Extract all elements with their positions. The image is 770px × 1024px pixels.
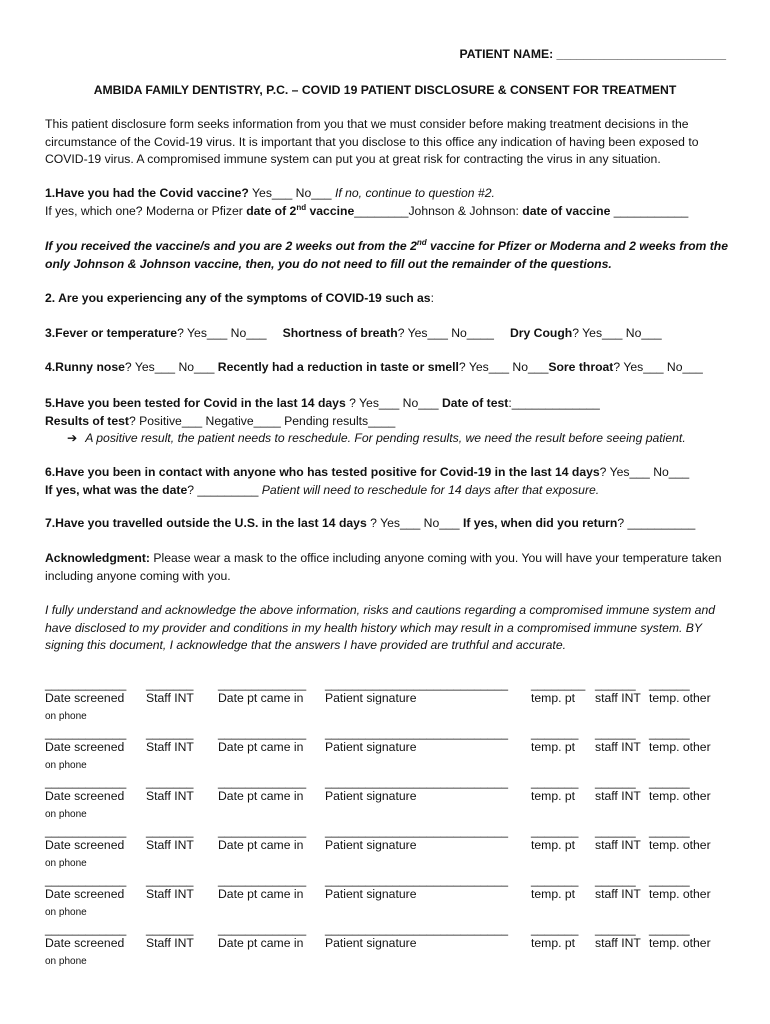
question-1 (45, 185, 735, 220)
temp-line[interactable]: _______ (531, 873, 579, 887)
date-label: Date screened (45, 887, 125, 901)
staff-label: Staff INT (146, 691, 194, 705)
date-label: Date screened (45, 936, 125, 950)
sig-label: Patient signature (325, 936, 417, 950)
screening-cell-temp[interactable] (531, 776, 578, 805)
screening-cell-staff2[interactable] (595, 923, 641, 952)
screening-row (45, 873, 735, 918)
question-2 (45, 290, 735, 308)
intro-paragraph: This patient disclosure form seeks information from you that we must consider before making treatment decisions in the circumstance of the Covid-19 virus. It is important that you disclose to this office any indication of having been exposed to COVID-19 virus. A compromised immune system can put you at great risk for contracting the virus in any situation. (45, 117, 699, 166)
patient-name-blank[interactable]: _________________________ (556, 47, 726, 61)
sig-label: Patient signature (325, 887, 417, 901)
screening-cell-staff[interactable] (146, 678, 194, 707)
q1-question: 1.Have you had the Covid vaccine? (45, 186, 249, 200)
screening-cell-temp[interactable] (531, 923, 578, 952)
came-line[interactable]: _____________ (218, 824, 307, 838)
staff2-label: staff INT (595, 936, 641, 950)
q5-note (45, 431, 686, 445)
q1-jj-date-label: date of vaccine (522, 203, 611, 218)
screening-cell-staff[interactable] (146, 727, 194, 756)
came-label: Date pt came in (218, 691, 304, 705)
came-line[interactable]: _____________ (218, 677, 307, 691)
staff2-label: staff INT (595, 838, 641, 852)
arrow-right-icon: ➔ (67, 431, 78, 445)
q5-note-text: A positive result, the patient needs to reschedule. For pending results, we need the result before seeing patient. (85, 431, 686, 445)
screening-cell-staff2[interactable] (595, 727, 641, 756)
came-label: Date pt came in (218, 936, 304, 950)
temp-label: temp. pt (531, 789, 576, 803)
q3-fever-yes-no[interactable]: ? Yes___ No___ (177, 326, 267, 340)
q1-jj-label: Johnson & Johnson: (408, 203, 523, 218)
temp-line[interactable]: _______ (531, 824, 579, 838)
other-label: temp. other (649, 838, 711, 852)
screening-cell-sig[interactable] (325, 776, 508, 805)
screening-cell-came[interactable] (218, 678, 306, 707)
other-label: temp. other (649, 740, 711, 754)
date-label: Date screened (45, 789, 125, 803)
screening-cell-sig[interactable] (325, 825, 508, 854)
question-4 (45, 359, 735, 377)
acknowledgment-text: Please wear a mask to the office including anyone coming with you. You will have your temperature taken including anyone coming with you. (45, 551, 722, 583)
screening-cell-date[interactable] (45, 923, 126, 952)
screening-cell-temp[interactable] (531, 727, 578, 756)
screening-cell-date[interactable] (45, 727, 126, 756)
staff-line[interactable]: _______ (146, 873, 194, 887)
q4-nose-yes-no[interactable]: ? Yes___ No___ (124, 360, 218, 374)
screening-cell-other[interactable] (649, 776, 711, 805)
q1-date-label-a: date of 2 (246, 203, 297, 218)
came-line[interactable]: _____________ (218, 775, 307, 789)
patient-name-field[interactable] (460, 46, 727, 64)
q4-throat: Sore throat (548, 360, 614, 374)
screening-row (45, 775, 735, 820)
staff-label: Staff INT (146, 789, 194, 803)
screening-cell-other[interactable] (649, 678, 711, 707)
date-line[interactable]: ____________ (45, 824, 127, 838)
temp-label: temp. pt (531, 740, 576, 754)
staff-line[interactable]: _______ (146, 824, 194, 838)
screening-cell-staff2[interactable] (595, 874, 641, 903)
screening-cell-sig[interactable] (325, 678, 508, 707)
other-line[interactable]: ______ (649, 677, 690, 691)
sig-label: Patient signature (325, 740, 417, 754)
other-label: temp. other (649, 789, 711, 803)
staff-line[interactable]: _______ (146, 726, 194, 740)
staff2-line[interactable]: ______ (595, 922, 636, 936)
staff-line[interactable]: _______ (146, 677, 194, 691)
date-line[interactable]: ____________ (45, 775, 127, 789)
other-line[interactable]: ______ (649, 775, 690, 789)
q5-results-label: Results of test (45, 413, 129, 428)
q1-date-label-sup: nd (296, 202, 307, 212)
staff2-line[interactable]: ______ (595, 873, 636, 887)
q7-question: 7.Have you travelled outside the U.S. in the last 14 days (45, 516, 367, 530)
screening-cell-sig[interactable] (325, 727, 508, 756)
temp-label: temp. pt (531, 887, 576, 901)
screening-cell-date[interactable] (45, 874, 126, 903)
patient-name-label: PATIENT NAME: (459, 47, 554, 61)
on-phone-label: on phone (45, 760, 87, 771)
date-label: Date screened (45, 838, 125, 852)
screening-cell-staff2[interactable] (595, 776, 641, 805)
q7-yes-no[interactable]: ? Yes___ No___ (366, 516, 463, 530)
vaccine-note-part2: vaccine for Pfizer or Moderna and 2 weeks from the only Johnson & Johnson vaccine, then, you do not need to fill out the remainder of the questions. (45, 239, 729, 271)
came-line[interactable]: _____________ (218, 726, 307, 740)
staff-line[interactable]: _______ (146, 775, 194, 789)
sig-line[interactable]: ___________________________ (325, 922, 509, 936)
temp-line[interactable]: _______ (531, 775, 579, 789)
on-phone-label: on phone (45, 809, 87, 820)
screening-cell-sig[interactable] (325, 874, 508, 903)
sig-label: Patient signature (325, 838, 417, 852)
came-label: Date pt came in (218, 838, 304, 852)
q3-breath: Shortness of breath (282, 326, 398, 340)
screening-row (45, 726, 735, 771)
q1-date-blank[interactable]: ________ (354, 203, 409, 218)
on-phone-label: on phone (45, 711, 87, 722)
screening-cell-date[interactable] (45, 825, 126, 854)
screening-cell-sig[interactable] (325, 923, 508, 952)
form-title: AMBIDA FAMILY DENTISTRY, P.C. – COVID 19 PATIENT DISCLOSURE & CONSENT FOR TREATMENT (93, 83, 677, 97)
q6-date-blank[interactable]: ? _________ (187, 482, 262, 497)
q1-which-label: If yes, which one? Moderna or Pfizer (45, 203, 247, 218)
vaccine-note-sup: nd (416, 237, 427, 247)
q4-taste-yes-no[interactable]: ? Yes___ No___ (458, 360, 549, 374)
other-line[interactable]: ______ (649, 726, 690, 740)
temp-line[interactable]: _______ (531, 726, 579, 740)
came-line[interactable]: _____________ (218, 922, 307, 936)
screening-cell-came[interactable] (218, 874, 306, 903)
q5-date-blank[interactable]: :_____________ (508, 396, 600, 410)
other-line[interactable]: ______ (649, 873, 690, 887)
screening-cell-staff2[interactable] (595, 825, 641, 854)
q6-note: Patient will need to reschedule for 14 days after that exposure. (261, 482, 600, 497)
staff-label: Staff INT (146, 936, 194, 950)
staff2-line[interactable]: ______ (595, 726, 636, 740)
q3-breath-yes-no[interactable]: ? Yes___ No____ (397, 326, 494, 340)
screening-row (45, 677, 735, 722)
screening-cell-came[interactable] (218, 923, 306, 952)
on-phone-label: on phone (45, 907, 87, 918)
screening-cell-came[interactable] (218, 776, 306, 805)
question-5 (45, 395, 735, 448)
q7-return-label: If yes, when did you return (462, 516, 618, 530)
other-line[interactable]: ______ (649, 824, 690, 838)
sig-line[interactable]: ___________________________ (325, 824, 509, 838)
screening-cell-date[interactable] (45, 776, 126, 805)
vaccine-note-part1: If you received the vaccine/s and you are 2 weeks out from the 2 (45, 239, 417, 253)
date-line[interactable]: ____________ (45, 922, 127, 936)
screening-cell-temp[interactable] (531, 678, 585, 707)
q6-question: 6.Have you been in contact with anyone who has tested positive for Covid-19 in the last 14 days (45, 465, 600, 479)
staff2-line[interactable]: ______ (595, 677, 636, 691)
date-line[interactable]: ____________ (45, 873, 127, 887)
q2-question: 2. Are you experiencing any of the symptoms of COVID-19 such as (45, 291, 431, 305)
q3-cough-yes-no[interactable]: ? Yes___ No___ (572, 326, 662, 340)
came-label: Date pt came in (218, 740, 304, 754)
other-label: temp. other (649, 887, 711, 901)
sig-label: Patient signature (325, 789, 417, 803)
staff2-label: staff INT (595, 691, 641, 705)
q1-yes-no[interactable]: Yes___ No___ (248, 186, 335, 200)
screening-cell-staff[interactable] (146, 923, 194, 952)
q5-question: 5.Have you been tested for Covid in the last 14 days (45, 396, 346, 410)
q5-results-options[interactable]: ? Positive___ Negative____ Pending results____ (128, 413, 396, 428)
sig-line[interactable]: ___________________________ (325, 726, 509, 740)
screening-row (45, 922, 735, 967)
screening-cell-other[interactable] (649, 825, 711, 854)
came-line[interactable]: _____________ (218, 873, 307, 887)
other-line[interactable]: ______ (649, 922, 690, 936)
screening-cell-came[interactable] (218, 727, 306, 756)
screening-cell-other[interactable] (649, 923, 711, 952)
q1-jj-blank[interactable]: ___________ (610, 203, 689, 218)
sig-line[interactable]: ___________________________ (325, 677, 509, 691)
q6-yes-no[interactable]: ? Yes___ No___ (599, 465, 690, 479)
question-3 (45, 325, 735, 343)
temp-label: temp. pt (531, 691, 576, 705)
came-label: Date pt came in (218, 789, 304, 803)
staff-label: Staff INT (146, 887, 194, 901)
staff-line[interactable]: _______ (146, 922, 194, 936)
sig-line[interactable]: ___________________________ (325, 873, 509, 887)
temp-label: temp. pt (531, 936, 576, 950)
screening-cell-staff2[interactable] (595, 678, 641, 707)
staff-label: Staff INT (146, 838, 194, 852)
q6-date-label: If yes, what was the date (45, 482, 188, 497)
on-phone-label: on phone (45, 956, 87, 967)
acknowledgment (45, 550, 735, 585)
screening-cell-staff[interactable] (146, 825, 194, 854)
sig-line[interactable]: ___________________________ (325, 775, 509, 789)
temp-line[interactable]: ________ (531, 677, 586, 691)
staff-label: Staff INT (146, 740, 194, 754)
question-7 (45, 515, 735, 533)
screening-cell-came[interactable] (218, 825, 306, 854)
question-6 (45, 464, 735, 499)
temp-line[interactable]: _______ (531, 922, 579, 936)
date-line[interactable]: ____________ (45, 677, 127, 691)
staff2-label: staff INT (595, 887, 641, 901)
q4-throat-yes-no[interactable]: ? Yes___ No___ (613, 360, 703, 374)
other-label: temp. other (649, 936, 711, 950)
other-label: temp. other (649, 691, 711, 705)
q5-date-label: Date of test (441, 396, 509, 410)
q1-skip-note: If no, continue to question #2. (334, 186, 495, 200)
staff2-line[interactable]: ______ (595, 775, 636, 789)
q4-taste: Recently had a reduction in taste or smell (217, 360, 459, 374)
staff2-line[interactable]: ______ (595, 824, 636, 838)
staff2-label: staff INT (595, 789, 641, 803)
screening-cell-temp[interactable] (531, 825, 578, 854)
consent-statement: I fully understand and acknowledge the above information, risks and cautions regarding a compromised immune system and have disclosed to my provider and conditions in my health history which may result in a compromised immune system. BY signing this document, I acknowledge that the answers I have provided are truthful and accurate. (45, 603, 715, 652)
screening-cell-temp[interactable] (531, 874, 578, 903)
on-phone-label: on phone (45, 858, 87, 869)
screening-cell-date[interactable] (45, 678, 126, 707)
q4-nose: 4.Runny nose (45, 360, 125, 374)
screening-cell-other[interactable] (649, 727, 711, 756)
temp-label: temp. pt (531, 838, 576, 852)
screening-cell-staff[interactable] (146, 874, 194, 903)
q1-date-label-b: vaccine (306, 203, 355, 218)
q2-colon: : (430, 291, 434, 305)
staff2-label: staff INT (595, 740, 641, 754)
q3-fever: 3.Fever or temperature (45, 326, 178, 340)
screening-row (45, 824, 735, 869)
sig-label: Patient signature (325, 691, 417, 705)
date-label: Date screened (45, 740, 125, 754)
acknowledgment-label: Acknowledgment: (45, 551, 150, 565)
vaccine-note (45, 238, 735, 273)
screening-cell-other[interactable] (649, 874, 711, 903)
screening-cell-staff[interactable] (146, 776, 194, 805)
came-label: Date pt came in (218, 887, 304, 901)
date-label: Date screened (45, 691, 125, 705)
date-line[interactable]: ____________ (45, 726, 127, 740)
q5-yes-no[interactable]: ? Yes___ No___ (345, 396, 442, 410)
q7-return-blank[interactable]: ? __________ (617, 516, 696, 530)
q3-cough: Dry Cough (509, 326, 573, 340)
